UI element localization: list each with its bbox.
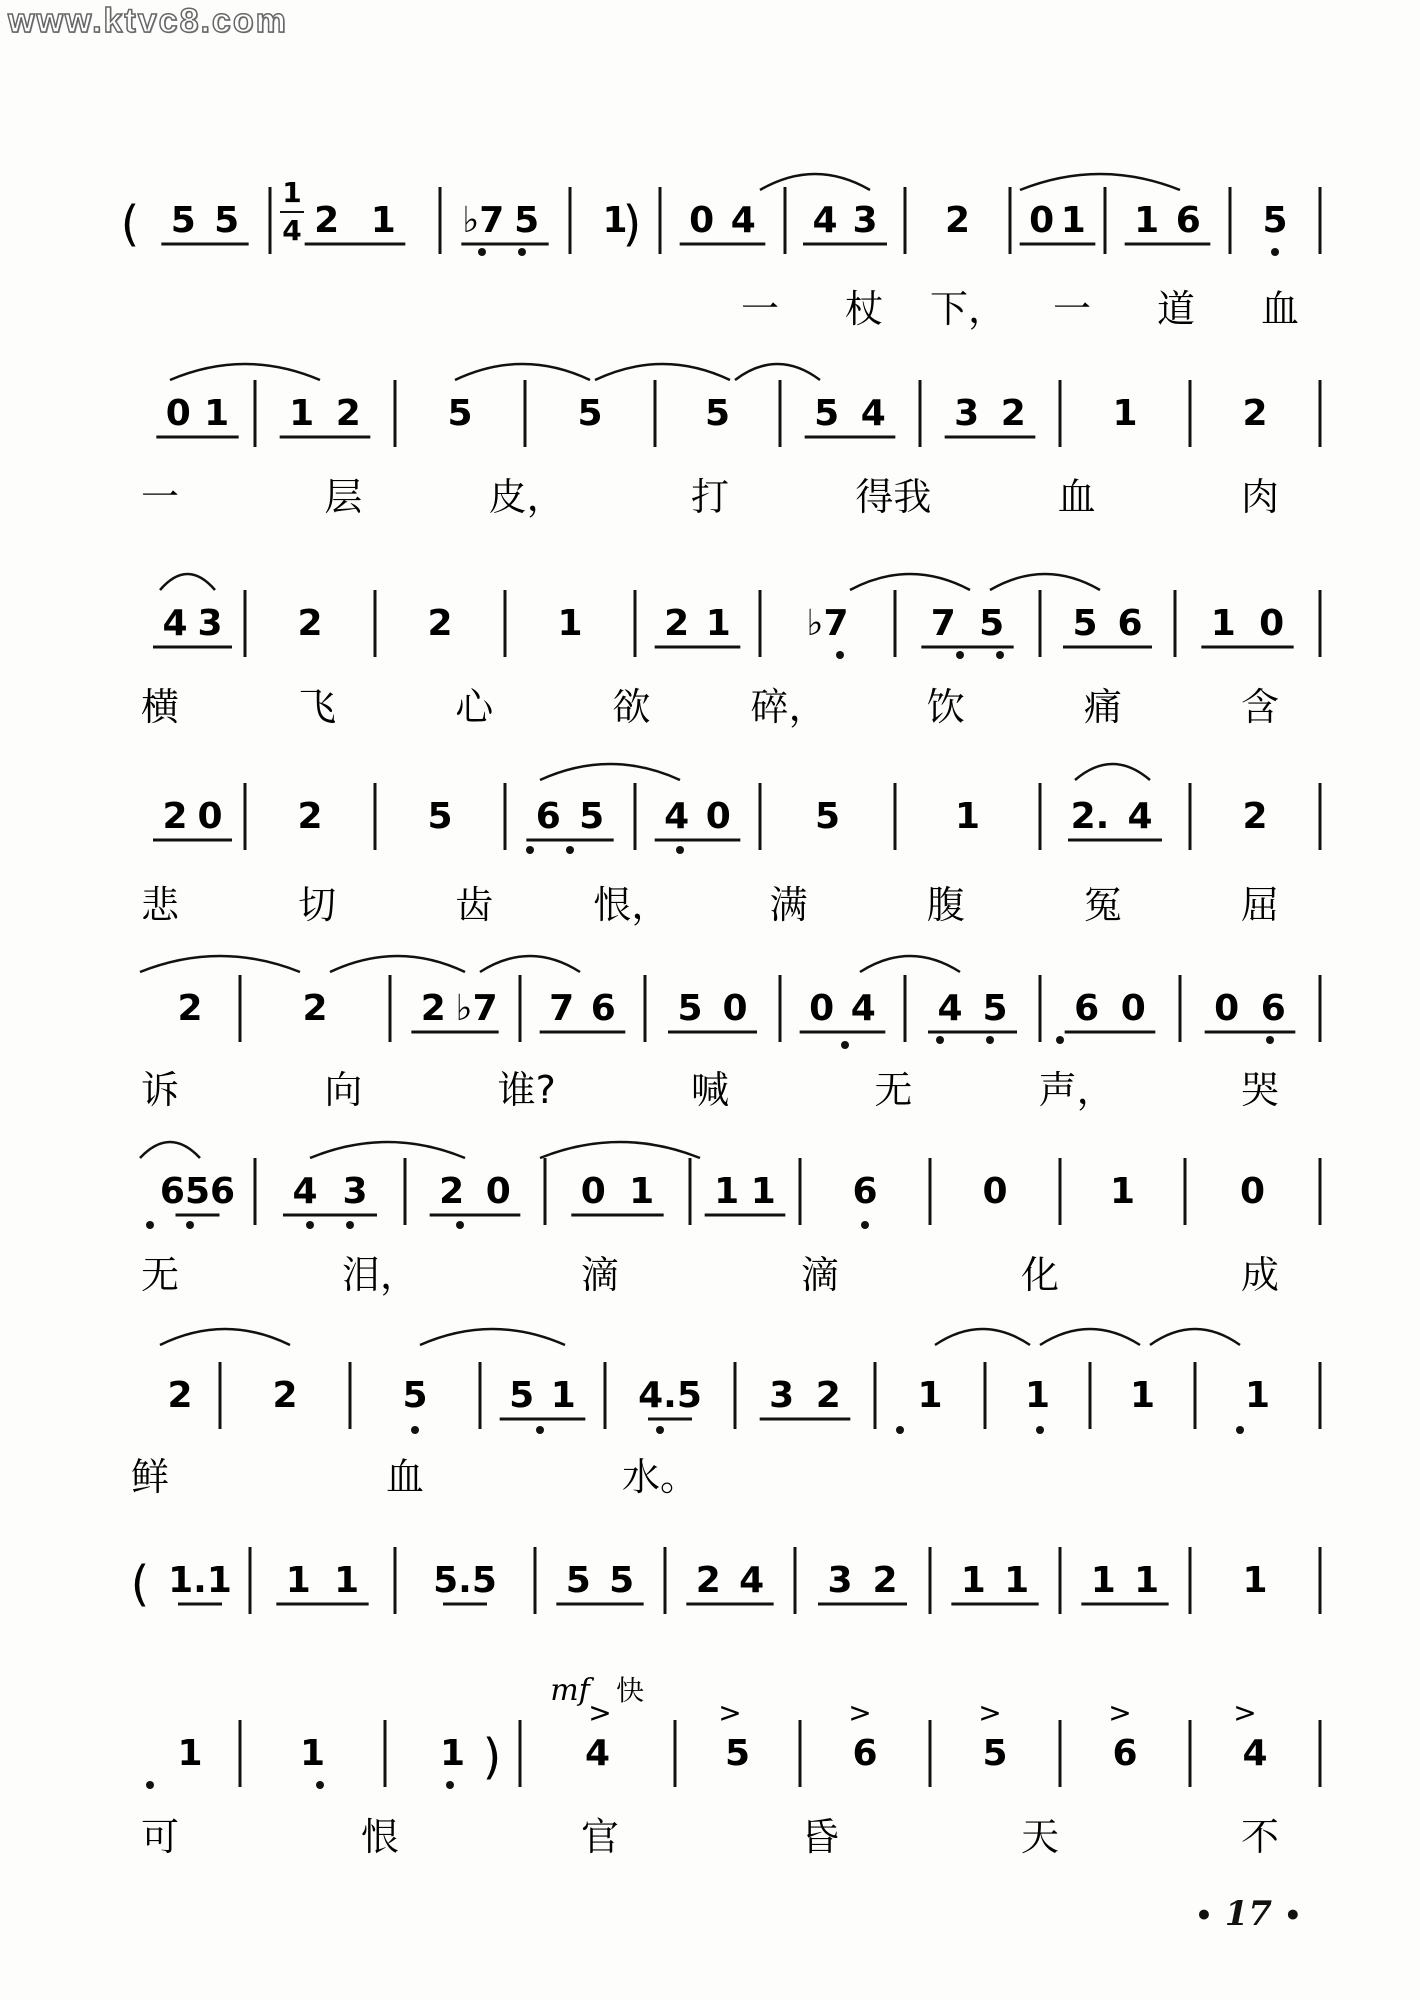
octave-dot (186, 1221, 194, 1229)
jianpu-note: 1 (705, 603, 731, 644)
jianpu-note: ♭7 (455, 988, 498, 1029)
lyric-syllable: 肉 (1240, 475, 1280, 519)
lyric-syllable: 屈 (1240, 883, 1280, 927)
jianpu-note: 2 (297, 796, 323, 837)
octave-dot (456, 1221, 464, 1229)
jianpu-note: 5 (214, 200, 240, 241)
jianpu-note: 1 (557, 603, 583, 644)
octave-dot (566, 846, 574, 854)
lyric-syllable: 水。 (621, 1455, 699, 1499)
lyric-syllable: 血 (385, 1455, 425, 1499)
jianpu-note: 0 (165, 393, 191, 434)
slur-arc (420, 1329, 565, 1345)
jianpu-note: 0 (1259, 603, 1285, 644)
lyric-syllable: 谁? (497, 1068, 556, 1112)
jianpu-note: 1 (204, 393, 230, 434)
jianpu-note: 2 (439, 1171, 465, 1212)
lyric-syllable: 不 (1240, 1815, 1280, 1859)
jianpu-note: 6 (1074, 988, 1100, 1029)
lyric-syllable: 层 (324, 475, 363, 519)
jianpu-note: 5 (1072, 603, 1098, 644)
slur-arc (540, 764, 680, 780)
jianpu-note: 2 (664, 603, 690, 644)
jianpu-note: 2 (1242, 393, 1268, 434)
jianpu-note: 6 (1112, 1733, 1138, 1774)
jianpu-note: 0 (1214, 988, 1240, 1029)
close-paren: ) (622, 196, 642, 252)
jianpu-note: 1.1 (168, 1560, 232, 1601)
jianpu-note: 1 (1244, 1375, 1271, 1416)
jianpu-note: 5 (509, 1375, 535, 1416)
octave-dot (411, 1426, 419, 1434)
jianpu-note: 2 (427, 603, 453, 644)
lyric-syllable: 饮 (926, 685, 965, 729)
octave-dot (1056, 1036, 1064, 1044)
jianpu-note: ♭7 (806, 603, 849, 644)
jianpu-note: 4 (1242, 1733, 1268, 1774)
lyric-syllable: 官 (580, 1815, 620, 1859)
lyric-syllable: 向 (324, 1068, 363, 1112)
tempo-mark: 快 (615, 1674, 645, 1707)
jianpu-note: 1 (960, 1560, 986, 1601)
jianpu-note: 1 (299, 1733, 326, 1774)
jianpu-note: 2 (420, 988, 446, 1029)
time-sig-top: 1 (282, 176, 302, 209)
jianpu-note: 0 (1239, 1171, 1266, 1212)
slur-arc (540, 1142, 700, 1158)
lyric-syllable: 碎， (750, 685, 827, 729)
jianpu-note: 2 (314, 200, 340, 241)
accent-mark: > (588, 1696, 612, 1729)
octave-dot (986, 1036, 994, 1044)
lyric-syllable: 一 (140, 475, 180, 519)
slur-arc (735, 364, 820, 380)
jianpu-note: 1 (1060, 200, 1086, 241)
slur-arc (1150, 1329, 1240, 1345)
octave-dot (996, 651, 1004, 659)
jianpu-note: 4 (739, 1560, 765, 1601)
lyric-syllable: 飞 (298, 685, 337, 729)
lyric-syllable: 满 (769, 883, 808, 927)
jianpu-note: 5 (1262, 200, 1288, 241)
jianpu-note: 0 (689, 200, 715, 241)
slur-arc (1075, 764, 1150, 780)
octave-dot (936, 1036, 944, 1044)
slur-arc (990, 574, 1100, 590)
slur-arc (140, 956, 300, 972)
lyric-syllable: 横 (140, 685, 180, 729)
jianpu-note: 1 (954, 796, 981, 837)
octave-dot (478, 248, 486, 256)
jianpu-note: 3 (342, 1171, 368, 1212)
open-paren: ( (120, 196, 140, 252)
lyric-syllable: 声， (1038, 1068, 1115, 1112)
jianpu-note: 1 (1004, 1560, 1030, 1601)
jianpu-note: 6 (852, 1171, 878, 1212)
lyric-syllable: 成 (1240, 1253, 1280, 1297)
lyric-syllable: 血 (1260, 287, 1300, 331)
jianpu-note: 5 (170, 200, 196, 241)
lyric-syllable: 哭 (1240, 1068, 1280, 1112)
jianpu-note: 5.5 (433, 1560, 497, 1601)
octave-dot (518, 248, 526, 256)
jianpu-note: 1 (177, 1733, 203, 1774)
slur-arc (310, 1142, 465, 1158)
jianpu-note: 2 (302, 988, 328, 1029)
jianpu-note: 2 (1242, 796, 1268, 837)
jianpu-note: 1 (1242, 1560, 1268, 1601)
lyric-syllable: 无 (140, 1253, 180, 1297)
jianpu-note: 5 (579, 796, 605, 837)
lyric-syllable: 一 (740, 287, 780, 331)
time-sig-bottom: 4 (282, 214, 302, 247)
lyric-syllable: 可 (140, 1815, 180, 1859)
lyric-syllable: 悲 (140, 883, 180, 927)
lyric-syllable: 一 (1052, 287, 1092, 331)
close-paren: ) (482, 1729, 502, 1785)
jianpu-note: 6 (1117, 603, 1143, 644)
jianpu-note: 2 (815, 1375, 841, 1416)
jianpu-note: 2 (167, 1375, 193, 1416)
jianpu-note: 4 (162, 603, 188, 644)
jianpu-note: 5 (565, 1560, 591, 1601)
slur-arc (160, 574, 215, 590)
jianpu-note: 5 (814, 796, 841, 837)
jianpu-note: 1 (285, 1560, 311, 1601)
octave-dot (676, 846, 684, 854)
lyric-syllable: 恨 (360, 1815, 400, 1859)
jianpu-note: 1 (1090, 1560, 1116, 1601)
slur-arc (140, 1142, 200, 1158)
octave-dot (446, 1781, 454, 1789)
slur-arc (160, 1329, 290, 1345)
jianpu-note: 6 (1175, 200, 1201, 241)
jianpu-note: 2 (162, 796, 188, 837)
jianpu-note: 0 (809, 988, 835, 1029)
jianpu-note: 1 (334, 1560, 360, 1601)
jianpu-note: 1 (1210, 603, 1236, 644)
lyric-syllable: 滴 (800, 1253, 840, 1297)
jianpu-note: 5 (724, 1733, 751, 1774)
slur-arc (1040, 1329, 1140, 1345)
jianpu-note: 1 (1129, 1375, 1156, 1416)
octave-dot (861, 1221, 869, 1229)
jianpu-note: 1 (629, 1171, 655, 1212)
jianpu-note: 5 (577, 393, 603, 434)
lyric-syllable: 天 (1020, 1815, 1060, 1859)
jianpu-note: 0 (485, 1171, 511, 1212)
jianpu-note: 5 (979, 603, 1005, 644)
jianpu-note: 2 (872, 1560, 898, 1601)
jianpu-note: 656 (159, 1171, 236, 1212)
octave-dot (346, 1221, 354, 1229)
jianpu-note: 2. (1070, 796, 1110, 837)
jianpu-note: 4 (1127, 796, 1153, 837)
jianpu-note: 4 (730, 200, 756, 241)
lyric-syllable: 化 (1020, 1253, 1060, 1297)
jianpu-note: 2 (335, 393, 361, 434)
jianpu-note: 4 (664, 796, 690, 837)
page-number: • 17 • (1195, 1894, 1302, 1934)
jianpu-note: 5 (982, 1733, 1008, 1774)
jianpu-note: 1 (714, 1171, 740, 1212)
jianpu-note: 4 (584, 1733, 611, 1774)
lyric-syllable: 鲜 (130, 1455, 170, 1499)
lyric-syllable: 打 (690, 475, 730, 519)
octave-dot (146, 1221, 154, 1229)
jianpu-note: 4 (860, 393, 886, 434)
dynamic-mark: mf (550, 1673, 590, 1708)
jianpu-note: 3 (852, 200, 878, 241)
jianpu-note: 7 (930, 603, 956, 644)
lyric-syllable: 得我 (855, 475, 932, 519)
jianpu-note: 6 (535, 796, 561, 837)
jianpu-note: 2 (944, 200, 971, 241)
octave-dot (146, 1781, 154, 1789)
jianpu-note: 0 (982, 1171, 1008, 1212)
lyric-syllable: 腹 (926, 883, 965, 927)
lyric-syllable: 冤 (1083, 883, 1122, 927)
jianpu-note: 0 (580, 1171, 606, 1212)
jianpu-note: 1 (1112, 393, 1138, 434)
jianpu-note: 1 (917, 1375, 943, 1416)
jianpu-note: 4.5 (638, 1375, 702, 1416)
octave-dot (1266, 1036, 1274, 1044)
jianpu-note: 2 (272, 1375, 298, 1416)
jianpu-note: 1 (750, 1171, 776, 1212)
lyric-syllable: 切 (298, 883, 337, 927)
jianpu-note: 2 (177, 988, 203, 1029)
jianpu-note: 1 (1134, 200, 1160, 241)
jianpu-note: 4 (850, 988, 876, 1029)
octave-dot (896, 1426, 904, 1434)
lyric-syllable: 皮， (488, 475, 565, 519)
jianpu-note: ♭7 (462, 200, 505, 241)
slur-arc (850, 574, 970, 590)
jianpu-note: 1 (602, 200, 628, 241)
open-paren: ( (130, 1556, 150, 1612)
jianpu-note: 0 (197, 796, 223, 837)
accent-mark: > (718, 1696, 742, 1729)
lyric-syllable: 诉 (140, 1068, 180, 1112)
jianpu-note: 1 (1109, 1171, 1136, 1212)
accent-mark: > (848, 1696, 872, 1729)
slur-arc (455, 364, 590, 380)
page-number-value: 17 (1224, 1894, 1273, 1934)
jianpu-note: 6 (1260, 988, 1286, 1029)
lyric-syllable: 昏 (800, 1815, 840, 1859)
octave-dot (306, 1221, 314, 1229)
slur-arc (935, 1329, 1030, 1345)
jianpu-note: 4 (937, 988, 963, 1029)
slur-arc (595, 364, 730, 380)
octave-dot (1036, 1426, 1044, 1434)
jianpu-note: 5 (427, 796, 453, 837)
slur-arc (480, 956, 580, 972)
jianpu-note: 3 (827, 1560, 853, 1601)
jianpu-note: 5 (447, 393, 473, 434)
accent-mark: > (978, 1696, 1002, 1729)
jianpu-note: 5 (402, 1375, 428, 1416)
lyric-syllable: 下， (929, 287, 1007, 331)
jianpu-note: 2 (1000, 393, 1026, 434)
slur-arc (1020, 174, 1180, 190)
jianpu-note: 5 (677, 988, 703, 1029)
jianpu-note: 2 (695, 1560, 721, 1601)
jianpu-note: 3 (197, 603, 223, 644)
slur-arc (760, 174, 870, 190)
jianpu-note: 5 (514, 200, 540, 241)
jianpu-note: 1 (1134, 1560, 1160, 1601)
jianpu-note: 6 (852, 1733, 878, 1774)
jianpu-note: 2 (297, 603, 323, 644)
lyric-syllable: 无 (874, 1068, 913, 1112)
octave-dot (656, 1426, 664, 1434)
jianpu-note: 1 (550, 1375, 576, 1416)
lyric-syllable: 齿 (455, 883, 494, 927)
octave-dot (841, 1041, 849, 1049)
octave-dot (526, 846, 534, 854)
jianpu-note: 5 (814, 393, 840, 434)
jianpu-note: 1 (370, 200, 396, 241)
jianpu-note: 1 (1024, 1375, 1051, 1416)
slur-arc (330, 956, 465, 972)
slur-arc (170, 364, 320, 380)
octave-dot (536, 1426, 544, 1434)
octave-dot (956, 651, 964, 659)
jianpu-note: 5 (982, 988, 1008, 1029)
jianpu-note: 3 (954, 393, 980, 434)
jianpu-note: 0 (1120, 988, 1146, 1029)
jianpu-note: 6 (590, 988, 616, 1029)
watermark: www.ktvc8.com (8, 2, 288, 40)
jianpu-note: 1 (439, 1733, 466, 1774)
lyric-syllable: 血 (1057, 475, 1096, 519)
jianpu-note: 0 (705, 796, 731, 837)
lyric-syllable: 杖 (844, 287, 884, 331)
lyric-syllable: 痛 (1083, 685, 1122, 729)
accent-mark: > (1108, 1696, 1132, 1729)
jianpu-note: 0 (722, 988, 748, 1029)
jianpu-note: 5 (609, 1560, 635, 1601)
accent-mark: > (1233, 1696, 1257, 1729)
octave-dot (1236, 1426, 1244, 1434)
lyric-syllable: 恨， (593, 883, 670, 927)
lyric-syllable: 喊 (690, 1068, 730, 1112)
lyric-syllable: 含 (1240, 685, 1280, 729)
jianpu-note: 1 (289, 393, 315, 434)
octave-dot (1271, 248, 1279, 256)
slur-arc (860, 956, 960, 972)
jianpu-note: 4 (812, 200, 838, 241)
lyric-syllable: 欲 (612, 685, 651, 729)
lyric-syllable: 心 (455, 685, 494, 729)
jianpu-note: 0 (1029, 200, 1055, 241)
jianpu-note: 3 (769, 1375, 795, 1416)
lyric-syllable: 滴 (580, 1253, 620, 1297)
jianpu-note: 7 (549, 988, 575, 1029)
jianpu-note: 5 (704, 393, 731, 434)
octave-dot (316, 1781, 324, 1789)
lyric-syllable: 道 (1156, 287, 1196, 331)
octave-dot (836, 651, 844, 659)
jianpu-note: 4 (292, 1171, 318, 1212)
lyric-syllable: 泪， (341, 1253, 419, 1297)
